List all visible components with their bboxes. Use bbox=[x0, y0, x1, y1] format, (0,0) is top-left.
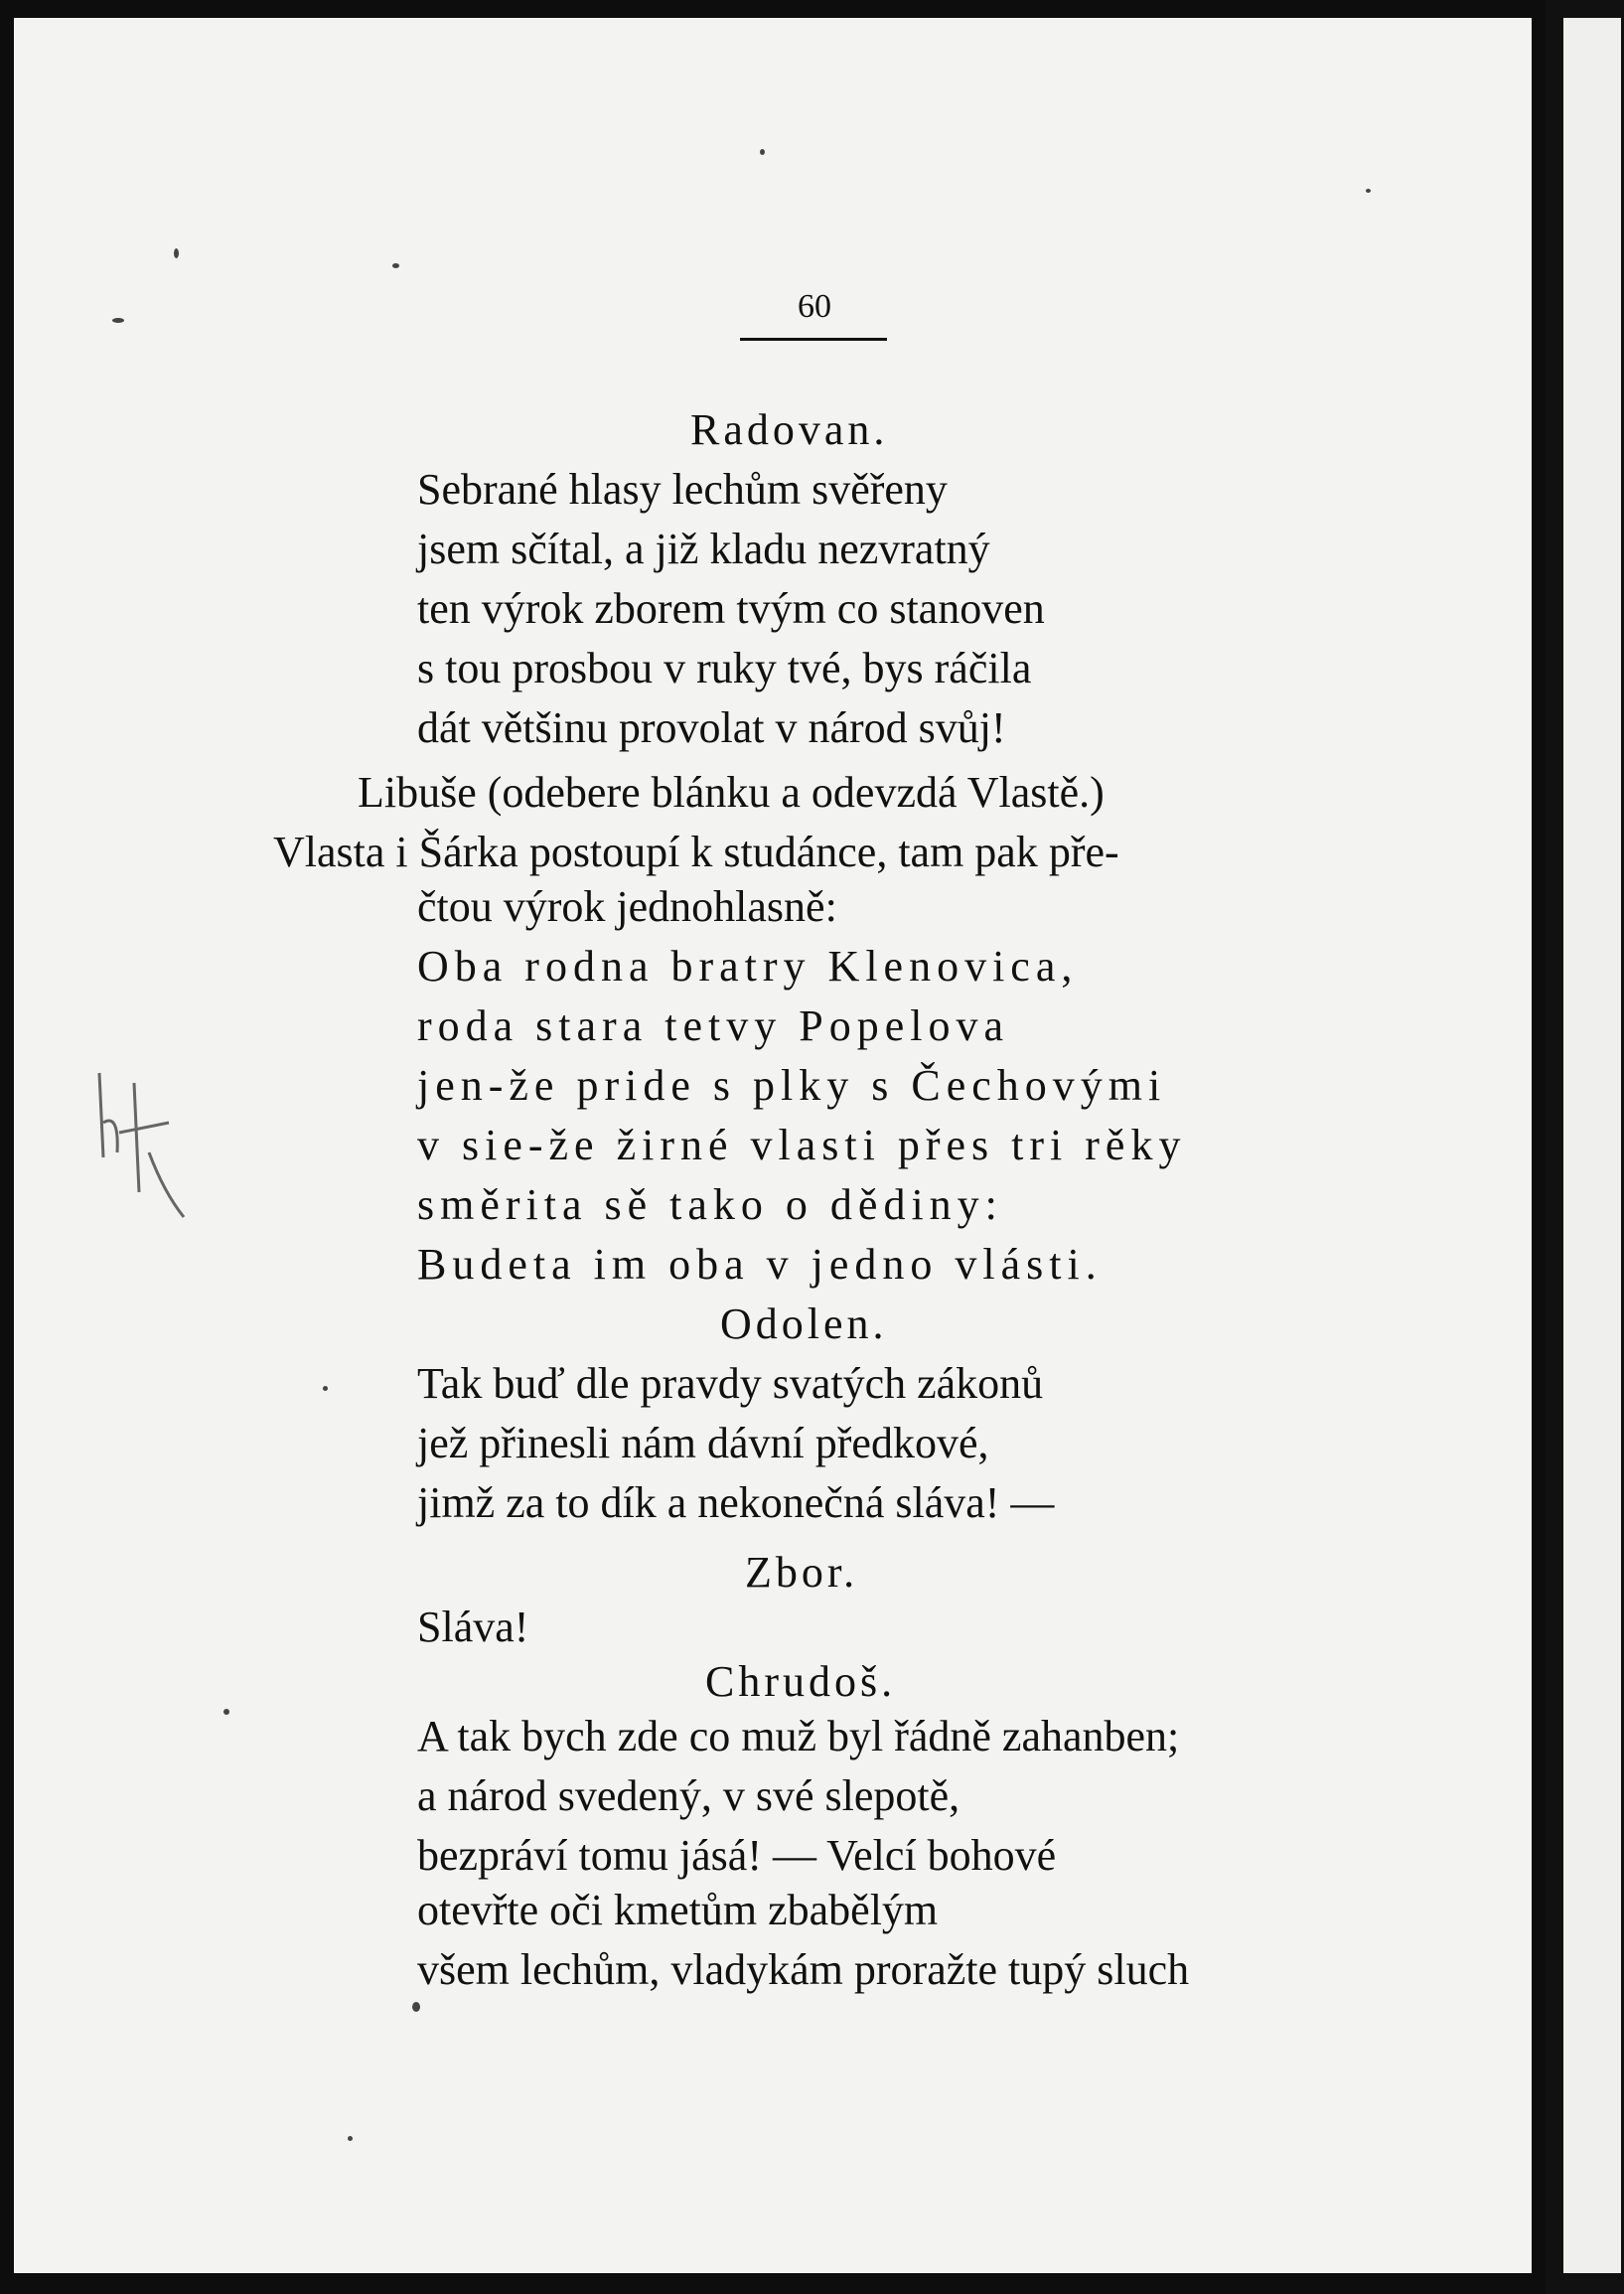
verse-line: ten výrok zborem tvým co stanoven bbox=[417, 584, 1045, 633]
verse-line: jež přinesli nám dávní předkové, bbox=[417, 1419, 989, 1467]
verse-line: s tou prosbou v ruky tvé, bys ráčila bbox=[417, 644, 1032, 692]
speck bbox=[174, 248, 179, 258]
speaker-radovan: Radovan. bbox=[690, 405, 889, 454]
verse-line: Sláva! bbox=[417, 1603, 529, 1651]
speck bbox=[1366, 189, 1371, 193]
old-verse-line: Budeta im oba v jedno vlásti. bbox=[417, 1240, 1103, 1289]
old-verse-line: Oba rodna bratry Klenovica, bbox=[417, 942, 1079, 991]
verse-line: bezpráví tomu jásá! — Velcí bohové bbox=[417, 1831, 1057, 1880]
speck bbox=[760, 149, 765, 155]
verse-line: a národ svedený, v své slepotě, bbox=[417, 1771, 960, 1820]
speck bbox=[412, 2002, 420, 2012]
old-verse-line: směrita sě tako o dědiny: bbox=[417, 1180, 1003, 1229]
margin-pencil-mark bbox=[89, 1063, 219, 1232]
verse-line: Tak buď dle pravdy svatých zákonů bbox=[417, 1359, 1044, 1408]
old-verse-line: v sie-že žirné vlasti přes tri rěky bbox=[417, 1121, 1187, 1169]
speck bbox=[112, 318, 124, 323]
stage-direction: Libuše (odebere blánku a odevzdá Vlastě.) bbox=[358, 768, 1105, 817]
speck bbox=[348, 2136, 353, 2141]
page-number-rule bbox=[740, 338, 887, 341]
adjacent-page-edge bbox=[1546, 0, 1624, 2294]
verse-line: otevřte oči kmetům zbabělým bbox=[417, 1886, 939, 1934]
stage-direction: čtou výrok jednohlasně: bbox=[417, 882, 837, 931]
speck bbox=[323, 1386, 328, 1391]
page-number: 60 bbox=[798, 288, 831, 325]
verse-line: A tak bych zde co muž byl řádně zahanben; bbox=[417, 1712, 1180, 1760]
old-verse-line: jen-že pride s plky s Čechovými bbox=[417, 1061, 1167, 1110]
old-verse-line: roda stara tetvy Popelova bbox=[417, 1001, 1009, 1050]
verse-line: všem lechům, vladykám proražte tupý sluch bbox=[417, 1945, 1190, 1994]
speck bbox=[223, 1709, 229, 1715]
verse-line: jimž za to dík a nekonečná sláva! — bbox=[417, 1478, 1055, 1527]
verse-line: dát většinu provolat v národ svůj! bbox=[417, 703, 1006, 752]
speaker-odolen: Odolen. bbox=[720, 1300, 888, 1348]
speck bbox=[392, 263, 399, 268]
speaker-chrudos: Chrudoš. bbox=[705, 1657, 897, 1706]
verse-line: jsem sčítal, a již kladu nezvratný bbox=[417, 525, 990, 573]
verse-line: Sebrané hlasy lechům svěřeny bbox=[417, 465, 948, 514]
stage-direction: Vlasta i Šárka postoupí k studánce, tam pak pře- bbox=[273, 828, 1119, 876]
speaker-zbor: Zbor. bbox=[745, 1548, 859, 1597]
